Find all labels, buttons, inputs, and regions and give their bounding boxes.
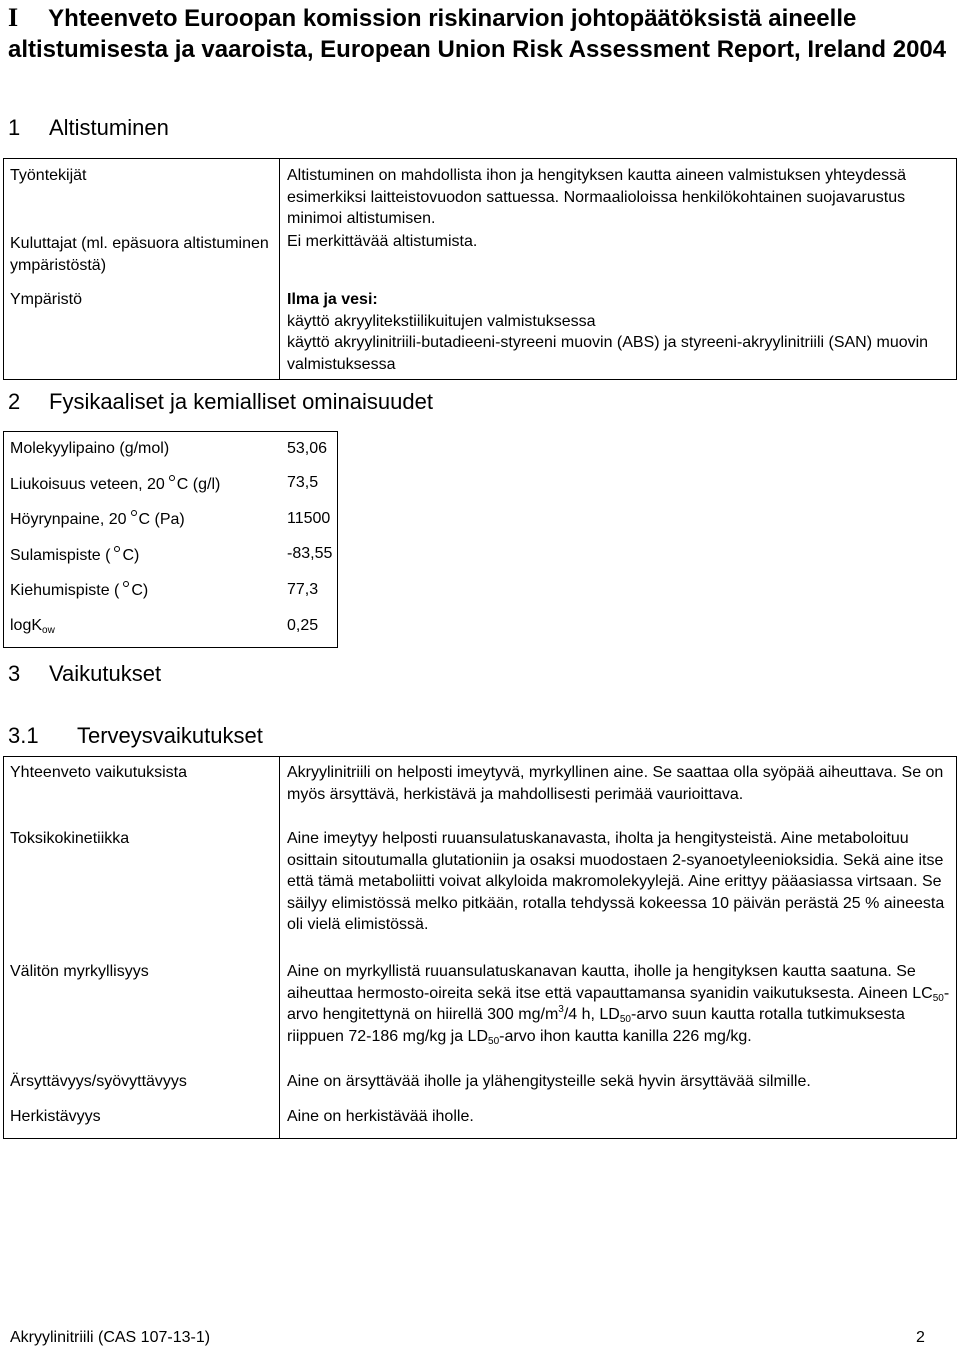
health-label-summary: Yhteenveto vaikutuksista	[10, 764, 187, 781]
title-roman-numeral: I	[8, 3, 19, 32]
prop-value-boiling-point: 77,3	[287, 581, 319, 598]
prop-value-melting-point: -83,55	[287, 545, 333, 562]
prop-value-logkow: 0,25	[287, 617, 319, 634]
exposure-table-divider	[279, 158, 280, 379]
exposure-text-environment	[287, 289, 951, 375]
env-line-2: käyttö akryylinitriili-butadieeni-styreeni muovin (ABS) ja styreeni-akryylinitriili (SAN) muovin valmistuksessa	[287, 334, 929, 373]
env-heading: Ilma ja vesi:	[287, 291, 378, 308]
health-label-acute-toxicity: Välitön myrkyllisyys	[10, 963, 149, 980]
health-text-irritation: Aine on ärsyttävää iholle ja ylähengitysteille sekä hyvin ärsyttävää silmille.	[287, 1073, 811, 1090]
prop-value-solubility: 73,5	[287, 474, 319, 491]
prop-label-boiling-point: Kiehumispiste ( C)	[10, 582, 149, 599]
health-table-divider	[279, 756, 280, 1138]
health-text-summary: Akryylinitriili on helposti imeytyvä, myrkyllinen aine. Se saattaa olla syöpää aiheuttava. Se on myös ärsyttävä, herkistävä ja mahdollisesti perimää vaurioittava.	[287, 764, 944, 803]
document-title	[8, 2, 948, 65]
section1-heading	[8, 114, 169, 142]
degree-icon	[169, 475, 175, 481]
section2-heading	[8, 388, 433, 416]
health-text-toxicokinetics: Aine imeytyy helposti ruuansulatuskanavasta, iholta ja hengitysteistä. Aine metaboloituu osittain sitoutumalla glutationiin ja osaksi muodostaen 2-syanoetyleenioksidia. Sekä aine itse että tämä metaboliitti voivat alkyloida makromolekyylejä. Aine erittyy pääasiassa virtsaan. Se säilyy elimistössä melko pitkään, rotalla tehdyssä kokeessa 10 päivän perästä 25 % aineesta oli vielä elimistössä.	[287, 830, 945, 933]
env-line-1: käyttö akryylitekstiilikuitujen valmistuksessa	[287, 312, 596, 330]
prop-label-solubility: Liukoisuus veteen, 20 C (g/l)	[10, 476, 221, 493]
prop-label-melting-point: Sulamispiste ( C)	[10, 547, 140, 564]
health-label-irritation: Ärsyttävyys/syövyttävyys	[10, 1073, 187, 1090]
health-text-acute-toxicity: Aine on myrkyllistä ruuansulatuskanavan kautta, iholle ja hengityksen kautta saatuna. Se aiheuttaa hermosto-oireita sekä itse että vapauttamansa syanidin vaikutuksesta. Aineen $LC_{50}$-arvo hengitettynä on hiirellä 300 $mg/m^3/4$ h, $LD_{50}$-arvo suun kautta rotalla tutkimuksesta riippuen 72-186 mg/kg ja $LD_{50}$-arvo ihon kautta kanilla 226 mg/kg.	[287, 963, 950, 1047]
section31-heading	[8, 722, 263, 750]
section2-number: 2	[8, 389, 21, 414]
exposure-label-environment: Ympäristö	[10, 291, 83, 308]
health-text-sensitisation: Aine on herkistävää iholle.	[287, 1108, 474, 1125]
exposure-text-workers: Altistuminen on mahdollista ihon ja hengityksen kautta aineen valmistuksen yhteydessä esimerkiksi laitteistovuodon sattuessa. Normaalioloissa henkilökohtainen suojavarustus minimoi altistumisen.	[287, 167, 907, 227]
section31-number: 3.1	[8, 723, 39, 748]
section31-title: Terveysvaikutukset	[77, 723, 263, 748]
section3-heading	[8, 660, 161, 688]
section1-title: Altistuminen	[49, 115, 169, 140]
prop-label-mw: Molekyylipaino (g/mol)	[10, 440, 170, 457]
exposure-label-workers: Työntekijät	[10, 167, 87, 184]
degree-icon	[123, 581, 129, 587]
prop-value-mw: 53,06	[287, 440, 328, 457]
prop-value-vapour-pressure: 11500	[287, 510, 331, 527]
degree-icon	[114, 546, 120, 552]
exposure-label-consumers: Kuluttajat (ml. epäsuora altistuminen ympäristöstä)	[10, 235, 269, 274]
health-label-sensitisation: Herkistävyys	[10, 1108, 101, 1125]
health-label-toxicokinetics: Toksikokinetiikka	[10, 830, 130, 847]
prop-label-logkow: logK$_{ow}$	[10, 617, 55, 636]
degree-icon	[131, 510, 137, 516]
footer-document-name: Akryylinitriili (CAS 107-13-1)	[10, 1329, 211, 1346]
section1-number: 1	[8, 115, 21, 140]
prop-label-vapour-pressure: Höyrynpaine, 20 C (Pa)	[10, 511, 185, 528]
exposure-text-consumers: Ei merkittävää altistumista.	[287, 233, 478, 250]
section2-title: Fysikaaliset ja kemialliset ominaisuudet	[49, 389, 433, 414]
title-text: Yhteenveto Euroopan komission riskinarvion johtopäätöksistä aineelle altistumisesta ja vaaroista, European Union Risk Assessment Report, Ireland 2004	[8, 5, 947, 63]
footer-page-number: 2	[916, 1329, 925, 1346]
section3-number: 3	[8, 661, 21, 686]
section3-title: Vaikutukset	[49, 661, 162, 686]
